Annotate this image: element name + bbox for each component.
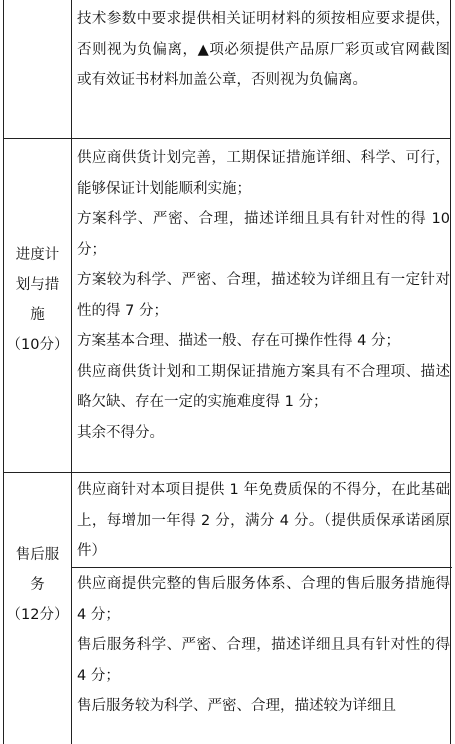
aftersales-paragraph: 售后服务较为科学、严密、合理，描述较为详细且 — [77, 698, 396, 714]
schedule-paragraph: 供应商供货计划完善，工期保证措施详细、科学、可行， 能够保证计划能顺利实施； — [77, 150, 450, 197]
aftersales-paragraph: 售后服务科学、严密、合理，描述详细且具有针对性的得 4 分； — [77, 637, 450, 684]
schedule-paragraph: 供应商供货计划和工期保证措施方案具有不合理项、描述略欠缺、存在一定的实施难度得 1 分； — [77, 363, 450, 410]
schedule-paragraph: 其余不得分。 — [77, 424, 164, 441]
tech-row-content — [77, 4, 450, 96]
aftersales-paragraph: 供应商针对本项目提供 1 年免费质保的不得分，在此基础上，每增加一年得 2 分，满分 4 分。（提供质保承诺函原件） — [77, 482, 450, 559]
tech-paragraph: 技术参数中要求提供相关证明材料的须按相应要求提供，否则视为负偏离，▲项必须提供产品原厂彩页或官网截图或有效证书材料加盖公章，否则视为负偏离。 — [77, 11, 450, 88]
schedule-row-content — [77, 143, 450, 448]
column-divider — [71, 0, 72, 744]
aftersales-paragraph: 供应商提供完整的售后服务体系、合理的售后服务措施得 4 分； — [77, 576, 450, 623]
aftersales-row-content — [77, 475, 450, 567]
aftersales-row-content-2 — [77, 569, 450, 722]
row-divider — [4, 138, 450, 139]
schedule-paragraph: 方案较为科学、严密、合理，描述较为详细且有一定针对性的得 7 分； — [77, 272, 450, 319]
schedule-paragraph: 方案基本合理、描述一般、存在可操作性得 4 分； — [77, 333, 400, 349]
label-line: 务 — [30, 577, 45, 593]
label-line: 划与措 — [15, 277, 60, 293]
label-line: 售后服 — [15, 547, 60, 563]
row-divider — [4, 472, 450, 473]
scoring-table — [3, 0, 451, 744]
label-line: 施 — [30, 307, 45, 323]
label-line: （10分） — [6, 337, 69, 353]
label-line: 进度计 — [15, 247, 60, 263]
schedule-row-label — [4, 240, 71, 360]
aftersales-row-label — [4, 540, 71, 630]
label-line: （12分） — [6, 607, 69, 623]
cell-divider — [71, 567, 452, 568]
schedule-paragraph: 方案科学、严密、合理，描述详细且具有针对性的得 10 分； — [77, 211, 450, 258]
